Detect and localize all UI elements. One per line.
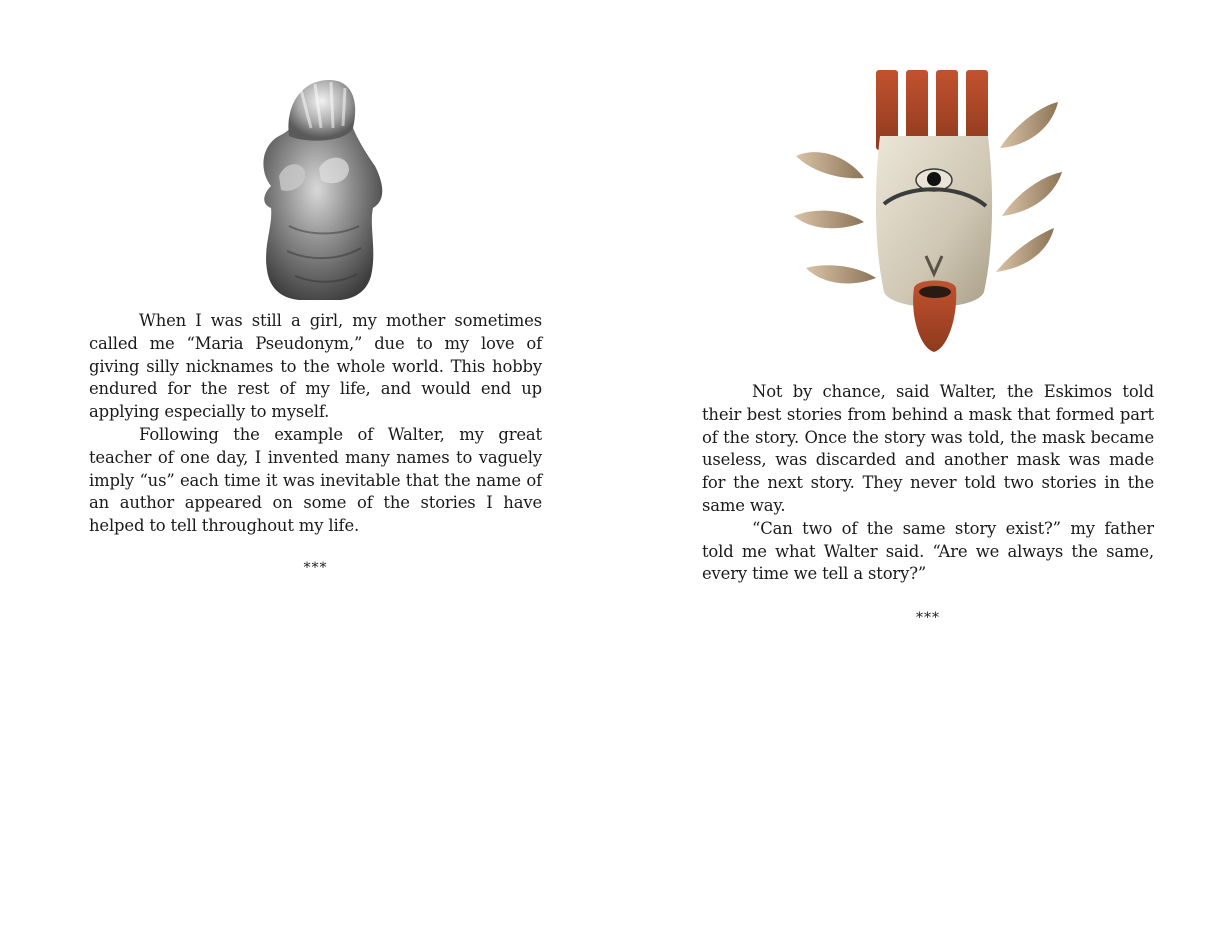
paragraph: When I was still a girl, my mother sometimes called me “Maria Pseudonym,” due to my love of giving silly nicknames to the whole world. This hobby endured for the rest of my life, and would end up applying especially to myself. [89, 311, 542, 422]
left-page-text [89, 310, 542, 538]
stone-figurine-image [249, 76, 389, 302]
section-separator: *** [916, 610, 940, 626]
paragraph: Following the example of Walter, my great teacher of one day, I invented many names to vaguely imply “us” each time it was inevitable that the name of an author appeared on some of the stories I have helped to tell throughout my life. [89, 424, 542, 536]
right-page-text [702, 381, 1154, 586]
paragraph: Not by chance, said Walter, the Eskimos told their best stories from behind a mask that formed part of the story. Once the story was told, the mask became useless, was discarded and another mask was made for the next story. They never told two stories in the same way. [702, 382, 1154, 515]
paragraph: “Can two of the same story exist?” my father told me what Walter said. “Are we always the same, every time we tell a story?” [702, 518, 1154, 584]
section-separator: *** [303, 560, 328, 576]
eskimo-mask-image [788, 66, 1070, 356]
